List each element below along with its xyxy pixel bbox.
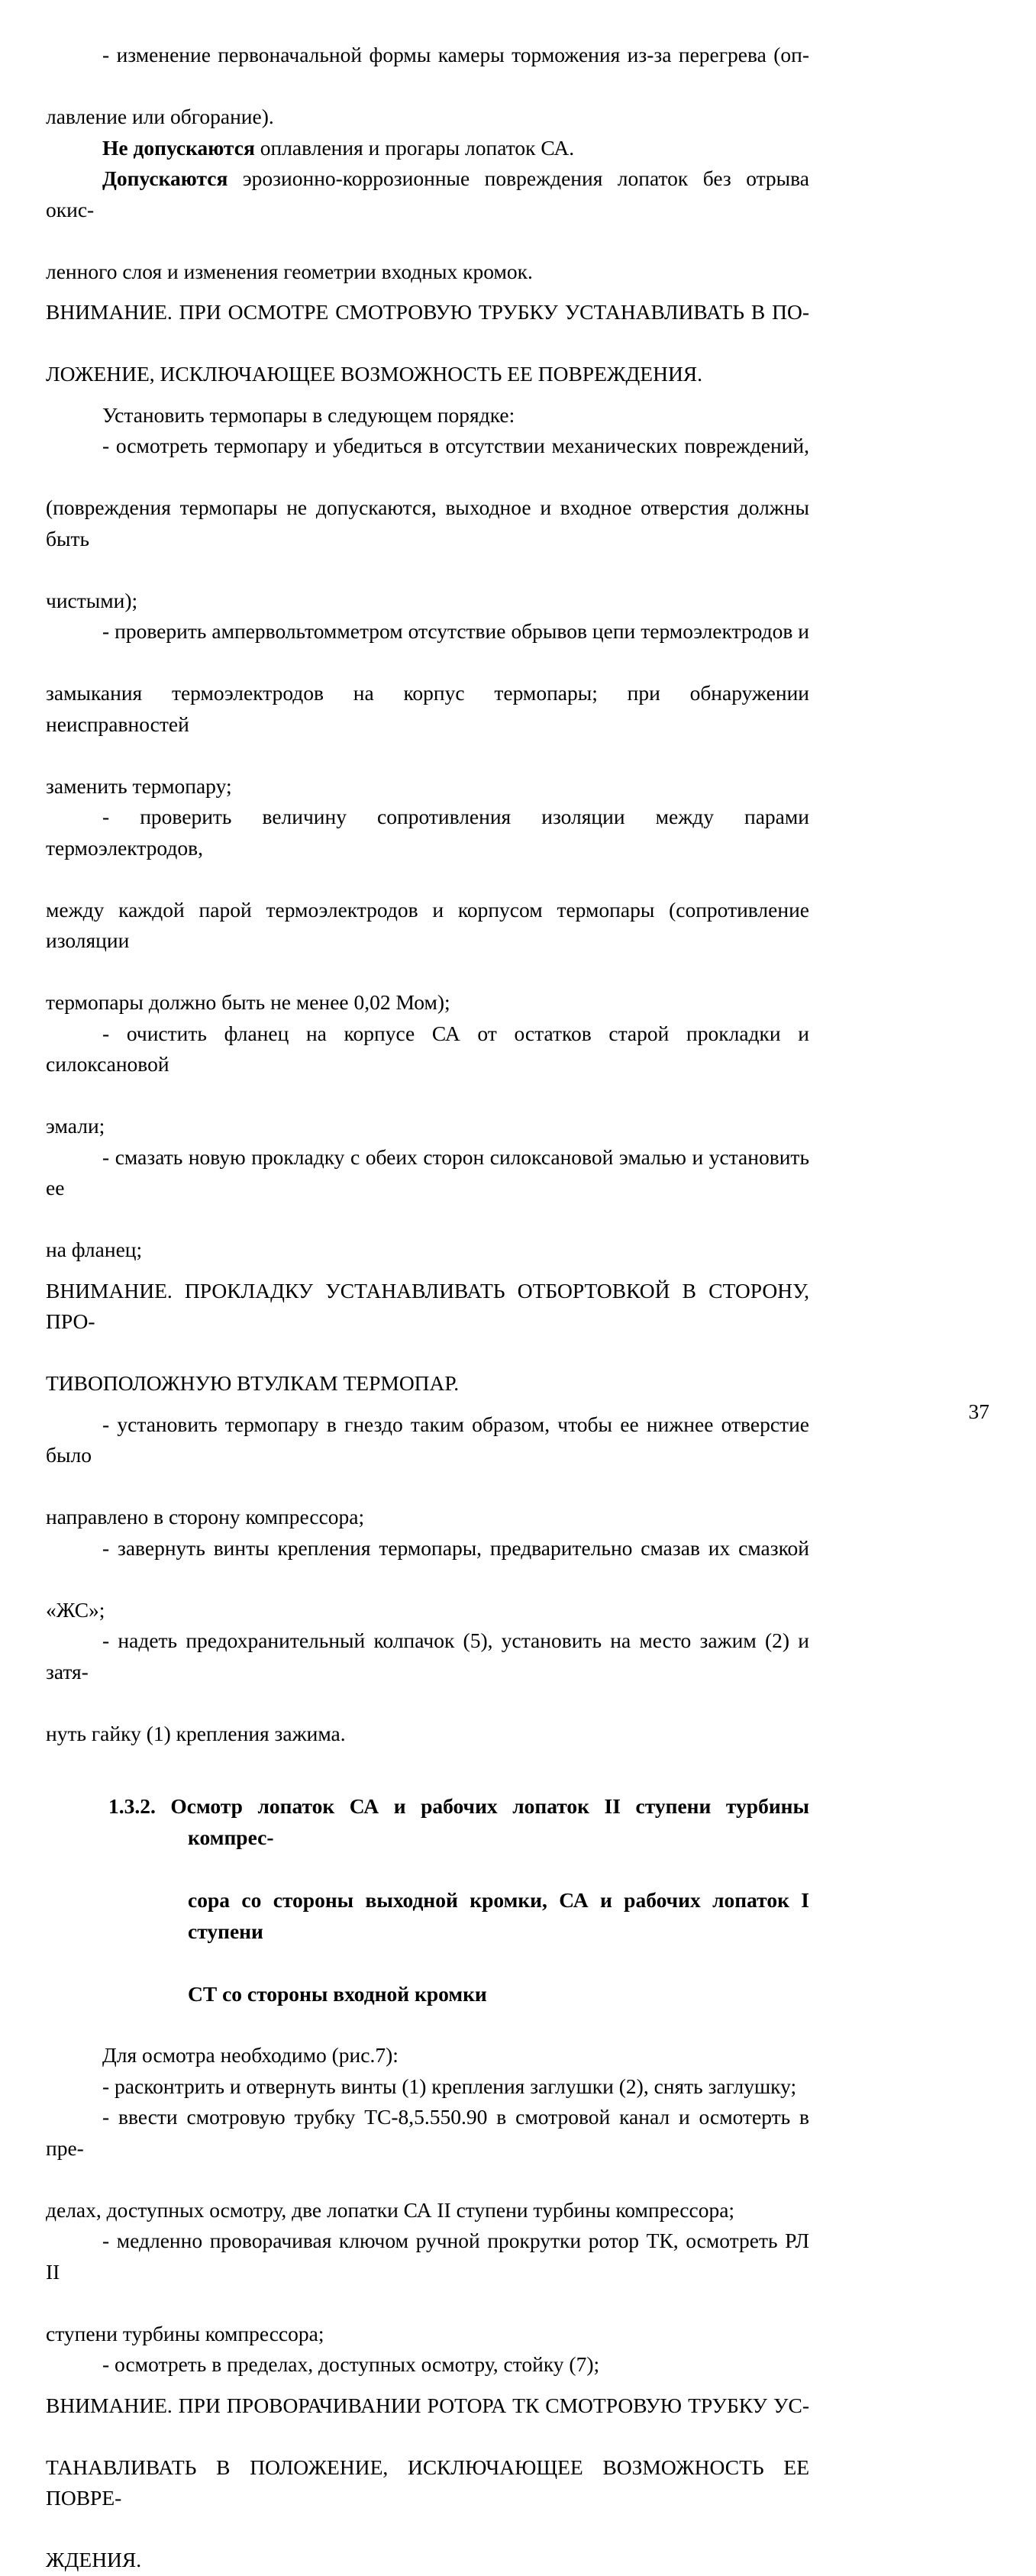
text-line: замыкания термоэлектродов на корпус термопары; при обнаружении неисправностей <box>46 681 809 736</box>
text-line: - завернуть винты крепления термопары, предварительно смазав их смазкой <box>102 1535 809 1560</box>
spacer <box>46 1399 809 1409</box>
paragraph-step-insert-tube <box>46 2102 809 2226</box>
text-line: эмали; <box>46 1114 105 1138</box>
paragraph-step-rotate-rotor <box>46 2226 809 2349</box>
heading-line-2: сора со стороны выходной кромки, СА и рабочих лопаток I ступени <box>188 1888 809 1943</box>
paragraph-step-install-thermocouple <box>46 1409 809 1533</box>
text-line: - надеть предохранительный колпачок (5), установить на место зажим (2) и затя- <box>46 1629 809 1683</box>
heading-line-3: СТ со стороны входной кромки <box>188 1982 487 2006</box>
heading-line-1 <box>108 1790 809 1884</box>
text-line: - расконтрить и отвернуть винты (1) крепления заглушки (2), снять заглушку; <box>102 2074 797 2098</box>
text-line: - очистить фланец на корпусе СА от остатков старой прокладки и силоксановой <box>46 1021 809 1076</box>
text-line: ВНИМАНИЕ. ПРИ ПРОВОРАЧИВАНИИ РОТОРА ТК СМОТРОВУЮ ТРУБКУ УС- <box>46 2393 809 2417</box>
text-line: делах, доступных осмотру, две лопатки СА II ступени турбины компрессора; <box>46 2197 735 2222</box>
text-line: нуть гайку (1) крепления зажима. <box>46 1721 346 1745</box>
text-line: эрозионно-коррозионные повреждения лопаток без отрыва окис- <box>46 166 809 221</box>
spacer <box>46 1749 809 1790</box>
heading-text: Осмотр лопаток СА и рабочих лопаток II ступени турбины компрес- <box>170 1794 809 1849</box>
text-line: чистыми); <box>46 588 138 612</box>
text-line: заменить термопару; <box>46 773 232 798</box>
text-line: ленного слоя и изменения геометрии входных кромок. <box>46 259 533 283</box>
caution-rotor-rotation <box>46 2390 809 2576</box>
paragraph-step-unscrew-plug <box>46 2071 809 2103</box>
heading-number: 1.3.2. <box>108 1794 156 1818</box>
text-line: ВНИМАНИЕ. ПРИ ОСМОТРЕ СМОТРОВУЮ ТРУБКУ УСТАНАВЛИВАТЬ В ПО- <box>46 300 809 324</box>
text-line: лавление или обгорание). <box>46 105 274 128</box>
section-heading-1-3-2 <box>46 1790 809 2009</box>
text-line: - смазать новую прокладку с обеих сторон силоксановой эмалью и установить ее <box>46 1144 809 1199</box>
text-line: на фланец; <box>46 1238 143 1261</box>
text-line: «ЖС»; <box>46 1597 105 1622</box>
text-line: Для осмотра необходимо (рис.7): <box>102 2043 399 2067</box>
spacer <box>46 2381 809 2390</box>
text-line: (повреждения термопары не допускаются, выходное и входное отверстия должны быть <box>46 496 809 550</box>
text-line: ТИВОПОЛОЖНУЮ ВТУЛКАМ ТЕРМОПАР. <box>46 1371 460 1395</box>
document-body <box>46 40 809 2576</box>
caution-gasket-orientation <box>46 1276 809 1399</box>
text-line: - ввести смотровую трубку ТС-8,5.550.90 в смотровой канал и осмотерть в пре- <box>46 2105 809 2160</box>
paragraph-allowed <box>46 163 809 287</box>
paragraph-damage-intro <box>46 40 809 133</box>
paragraph-for-inspection <box>46 2040 809 2071</box>
paragraph-not-allowed <box>46 133 809 164</box>
bold-lead-not-allowed: Не допускаются <box>102 135 255 160</box>
paragraph-step-inspect-strut <box>46 2349 809 2381</box>
text-line: - медленно проворачивая ключом ручной прокрутки ротор ТК, осмотреть РЛ II <box>46 2229 809 2284</box>
text-line: ступени турбины компрессора; <box>46 2321 324 2345</box>
text-line: ЖДЕНИЯ. <box>46 2548 142 2571</box>
caution-inspection-tube <box>46 297 809 390</box>
paragraph-step-tighten-screws <box>46 1533 809 1626</box>
paragraph-step-check-circuit <box>46 616 809 802</box>
bold-lead-allowed: Допускаются <box>102 166 228 190</box>
text-line: ВНИМАНИЕ. ПРОКЛАДКУ УСТАНАВЛИВАТЬ ОТБОРТОВКОЙ В СТОРОНУ, ПРО- <box>46 1278 809 1333</box>
text-line: направлено в сторону компрессора; <box>46 1505 365 1528</box>
spacer <box>46 390 809 400</box>
text-line: между каждой парой термоэлектродов и корпусом термопары (сопротивление изоляции <box>46 897 809 952</box>
paragraph-install-order <box>46 400 809 431</box>
text-line: - изменение первоначальной формы камеры торможения из-за перегрева (оп- <box>102 43 809 66</box>
page-number: 37 <box>968 1399 989 1423</box>
paragraph-step-safety-cap <box>46 1625 809 1749</box>
spacer <box>46 2009 809 2040</box>
paragraph-step-grease-gasket <box>46 1142 809 1266</box>
spacer <box>46 1266 809 1276</box>
text-line: термопары должно быть не менее 0,02 Мом); <box>46 990 450 1014</box>
text-line: ЛОЖЕНИЕ, ИСКЛЮЧАЮЩЕЕ ВОЗМОЖНОСТЬ ЕЕ ПОВРЕЖДЕНИЯ. <box>46 362 703 386</box>
text-line: - осмотреть термопару и убедиться в отсутствии механических повреждений, <box>102 434 809 457</box>
paragraph-step-inspect-thermocouple <box>46 431 809 616</box>
text-line: - установить термопару в гнездо таким образом, чтобы ее нижнее отверстие было <box>46 1412 809 1467</box>
text-line: - проверить ампервольтомметром отсутствие обрывов цепи термоэлектродов и <box>102 619 809 643</box>
spacer <box>46 287 809 297</box>
text-line: ТАНАВЛИВАТЬ В ПОЛОЖЕНИЕ, ИСКЛЮЧАЮЩЕЕ ВОЗМОЖНОСТЬ ЕЕ ПОВРЕ- <box>46 2455 809 2510</box>
text-line: оплавления и прогары лопаток СА. <box>254 135 575 160</box>
text-line: - проверить величину сопротивления изоляции между парами термоэлектродов, <box>46 805 809 860</box>
text-line: - осмотреть в пределах, доступных осмотру, стойку (7); <box>102 2352 600 2376</box>
paragraph-step-check-insulation <box>46 802 809 1018</box>
text-line: Установить термопары в следующем порядке: <box>102 402 515 427</box>
paragraph-step-clean-flange <box>46 1018 809 1142</box>
